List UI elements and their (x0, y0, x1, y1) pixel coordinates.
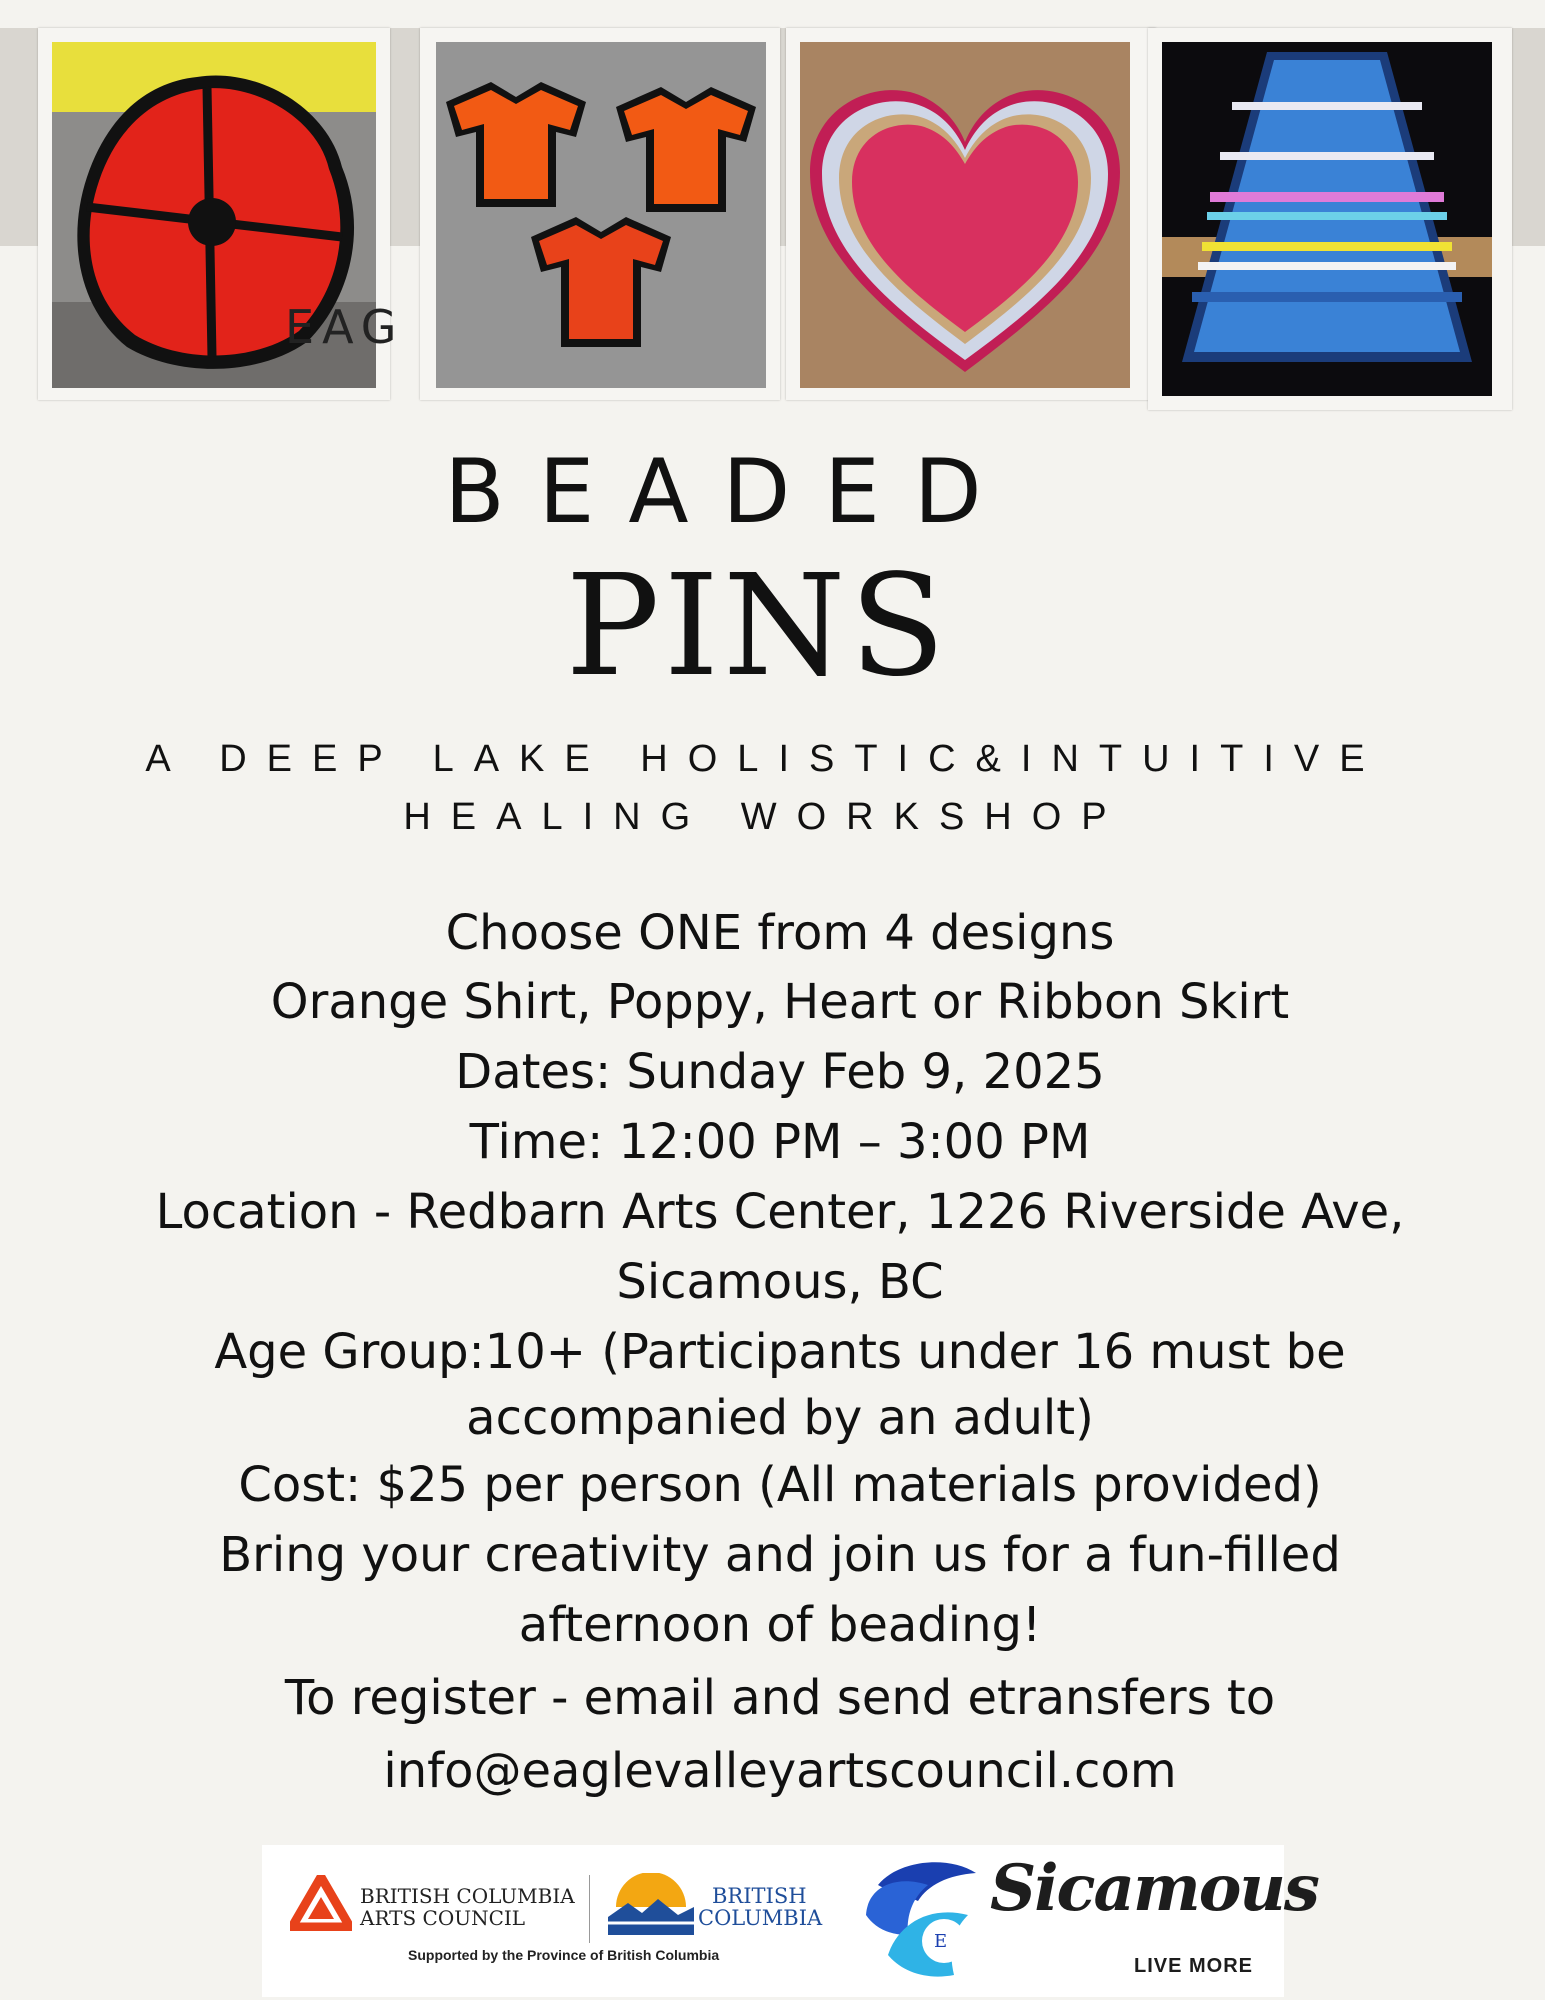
cost-line: Cost: $25 per person (All materials provided) (238, 1457, 1322, 1513)
title-pins: PINS (565, 545, 950, 708)
bcac-line-1: BRITISH COLUMBIA (360, 1884, 575, 1908)
location-line-1: Location - Redbarn Arts Center, 1226 Riverside Ave, (155, 1184, 1405, 1240)
register-line: To register - email and send etransfers to (284, 1670, 1276, 1726)
invite-line-1: Bring your creativity and join us for a fun-filled (219, 1527, 1341, 1583)
sponsor-logos-bar (262, 1845, 1318, 1997)
bc-line-2: COLUMBIA (698, 1906, 823, 1930)
heart-pin-photo (800, 42, 1130, 388)
location-line-2: Sicamous, BC (616, 1254, 944, 1310)
choose-design-line: Choose ONE from 4 designs (445, 905, 1115, 961)
british-columbia-name (698, 1885, 822, 1929)
bcac-line-2: ARTS COUNCIL (360, 1906, 526, 1930)
title-beaded: BEADED (444, 440, 1016, 543)
subtitle-line-2: HEALING WORKSHOP (403, 796, 1127, 838)
sicamous-tagline: LIVE MORE (1134, 1955, 1254, 1977)
supported-by-text: Supported by the Province of British Columbia (408, 1947, 720, 1963)
ribbon-skirt-pin-photo (1162, 42, 1492, 396)
photo-frame-ribbon-skirt (1148, 28, 1512, 410)
designs-line: Orange Shirt, Poppy, Heart or Ribbon Skirt (270, 974, 1290, 1030)
photo-frame-orange-shirts (420, 28, 780, 400)
eagle-valley-arts-council-logo-icon (858, 1855, 984, 1985)
photo-frame-heart (786, 28, 1156, 400)
bc-arts-council-name (360, 1885, 575, 1929)
photo-overlay-text: EAG (285, 300, 405, 354)
subtitle-line-1: A DEEP LAKE HOLISTIC&INTUITIVE (145, 738, 1385, 780)
svg-text:E: E (934, 1931, 948, 1952)
age-group-line-2: accompanied by an adult) (466, 1390, 1094, 1446)
dates-line: Dates: Sunday Feb 9, 2025 (455, 1044, 1105, 1100)
invite-line-2: afternoon of beading! (518, 1597, 1042, 1653)
bc-sun-logo-icon (608, 1873, 694, 1935)
bc-arts-council-logo-icon (290, 1875, 352, 1931)
age-group-line-1: Age Group:10+ (Participants under 16 must be (214, 1324, 1346, 1380)
register-email[interactable]: info@eaglevalleyartscouncil.com (383, 1743, 1177, 1799)
sicamous-logo-text: Sicamous (990, 1851, 1318, 1926)
logo-divider (589, 1875, 590, 1943)
bc-line-1: BRITISH (712, 1884, 807, 1908)
time-line: Time: 12:00 PM – 3:00 PM (469, 1114, 1091, 1170)
orange-shirt-pins-photo (436, 42, 766, 388)
